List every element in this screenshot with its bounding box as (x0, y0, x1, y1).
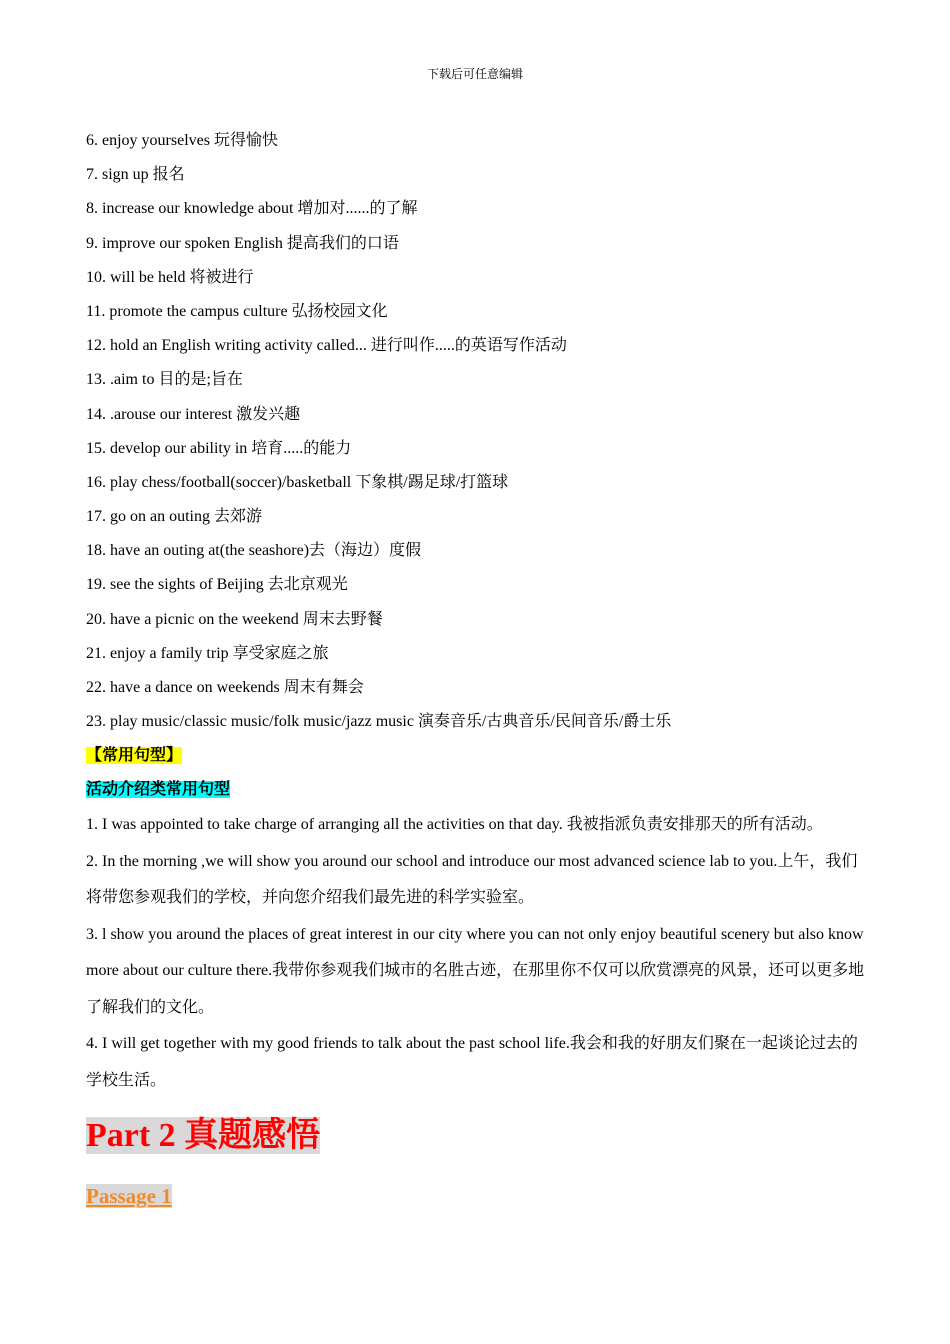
phrase-item: 20. have a picnic on the weekend 周末去野餐 (86, 610, 383, 628)
phrase-item: 9. improve our spoken English 提高我们的口语 (86, 234, 399, 252)
phrase-item: 12. hold an English writing activity called... 进行叫作.....的英语写作活动 (86, 337, 567, 355)
subsection-tag: 活动介绍类常用句型 (86, 781, 231, 799)
phrase-item: 13. .aim to 目的是;旨在 (86, 371, 243, 389)
document-body (86, 124, 866, 1211)
subsection-tag-row (86, 773, 866, 807)
phrase-item: 19. see the sights of Beijing 去北京观光 (86, 576, 348, 594)
phrase-item: 21. enjoy a family trip 享受家庭之旅 (86, 644, 329, 662)
phrase-item: 7. sign up 报名 (86, 166, 185, 184)
part-heading: Part 2 真题感悟 (86, 1117, 321, 1155)
phrase-item: 11. promote the campus culture 弘扬校园文化 (86, 302, 388, 320)
phrase-item: 18. have an outing at(the seashore)去（海边）度假 (86, 542, 422, 560)
phrase-item: 15. develop our ability in 培育.....的能力 (86, 439, 352, 457)
sentence-item: 2. In the morning ,we will show you around our school and introduce our most advanced science lab to you.上午，我们将带您参观我们的学校，并向您介绍我们最先进的科学实验室。 (86, 852, 858, 907)
phrase-item: 17. go on an outing 去郊游 (86, 508, 262, 526)
sentence-item: 3. l show you around the places of great interest in our city where you can not only enjoy beautiful scenery but also know more about our culture there.我带你参观我们城市的名胜古迹，在那里你不仅可以欣赏漂亮的风景，还可以更多地了解我们的文化。 (86, 925, 865, 1016)
sentence-item: 4. I will get together with my good friends to talk about the past school life.我会和我的好朋友们聚在一起谈论过去的学校生活。 (86, 1035, 858, 1089)
page-header: 下载后可任意编辑 (426, 67, 523, 81)
passage-heading: Passage 1 (86, 1184, 172, 1209)
phrase-item: 14. .arouse our interest 激发兴趣 (86, 405, 301, 423)
phrase-item: 22. have a dance on weekends 周末有舞会 (86, 679, 364, 696)
phrase-item: 8. increase our knowledge about 增加对......的了解 (86, 200, 418, 218)
part-heading-row (86, 1113, 866, 1159)
phrase-item: 23. play music/classic music/folk music/jazz music 演奏音乐/古典音乐/民间音乐/爵士乐 (86, 713, 672, 731)
passage-heading-row (86, 1181, 866, 1211)
section-tag: 【常用句型】 (86, 747, 183, 765)
phrase-item: 10. will be held 将被进行 (86, 268, 254, 286)
phrase-item: 6. enjoy yourselves 玩得愉快 (86, 132, 278, 149)
sentence-item: 1. I was appointed to take charge of arranging all the activities on that day. 我被指派负责安排那天的所有活动。 (86, 816, 823, 834)
phrase-list (86, 124, 866, 739)
sentence-list (86, 807, 866, 1099)
section-tag-row (86, 739, 866, 773)
phrase-item: 16. play chess/football(soccer)/basketball 下象棋/踢足球/打篮球 (86, 473, 509, 491)
